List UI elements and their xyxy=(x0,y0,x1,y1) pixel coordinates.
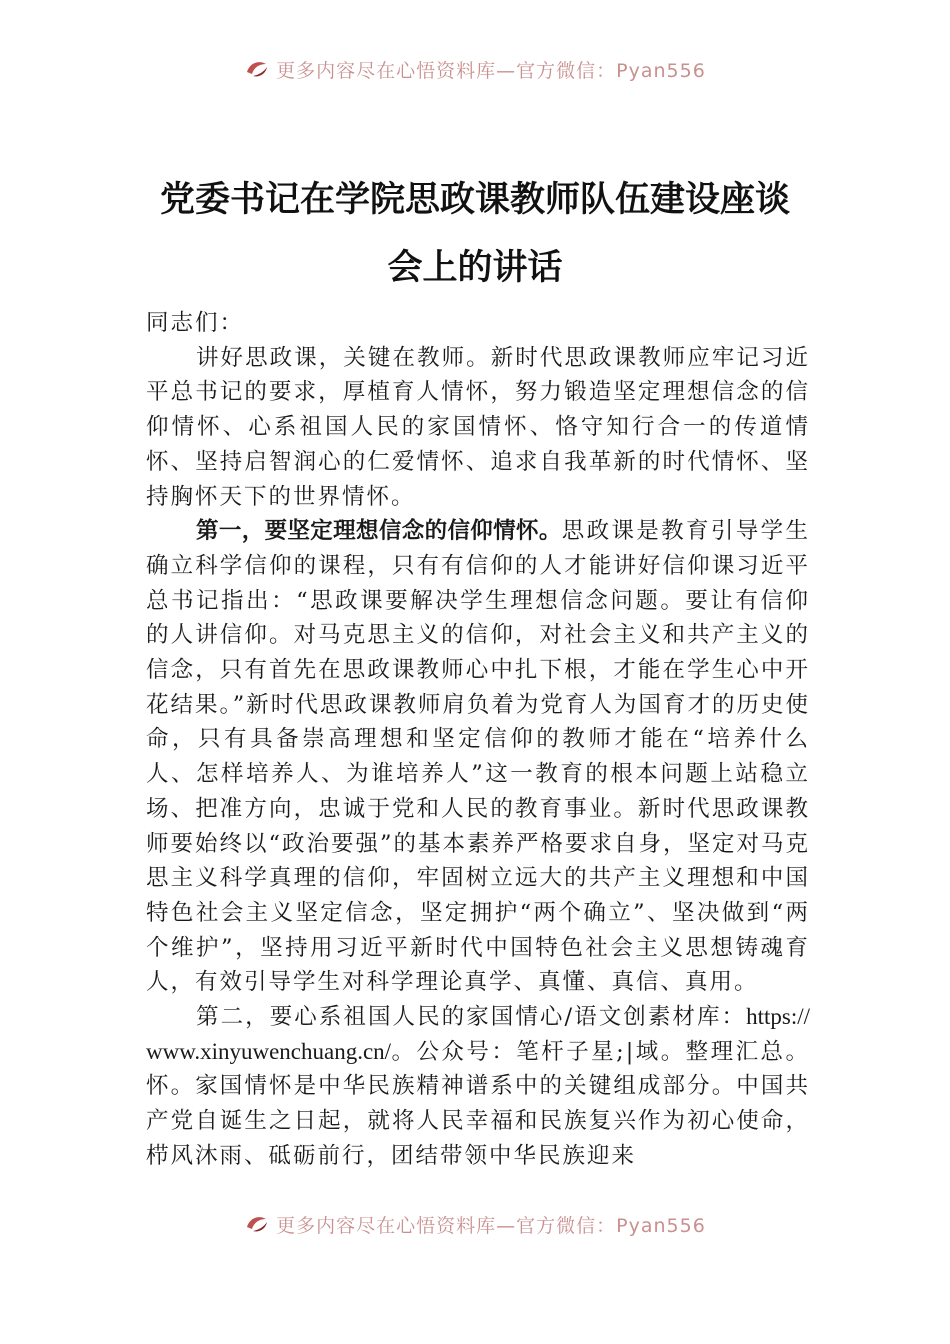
paragraph-text: 思政课是教育引导学生确立科学信仰的课程，只有有信仰的人才能讲好信仰课习近平总书记指出：“思政课要解决学生理想信念问题。要让有信仰的人讲信仰。对马克思主义的信仰，对社会主义和共产主义的信念，只有首先在思政课教师心中扎下根，才能在学生心中开花结果。”新时代思政课教师肩负着为党育人为国育才的历史使命，只有具备崇高理想和坚定信仰的教师才能在“培养什么人、怎样培养人、为谁培养人”这一教育的根本问题上站稳立场、把准方向，忠诚于党和人民的教育事业。新时代思政课教师要始终以“政治要强”的基本素养严格要求自身，坚定对马克思主义科学真理的信仰，牢固树立远大的共产主义理想和中国特色社会主义坚定信念，坚定拥护“两个确立”、坚决做到“两个维护”，坚持用习近平新时代中国特色社会主义思想铸魂育人，有效引导学生对科学理论真学、真懂、真信、真用。 xyxy=(146,518,811,996)
document-title-line-1: 党委书记在学院思政课教师队伍建设座谈 xyxy=(159,179,790,220)
website-link[interactable]: https://www.xinyuwenchuang.cn/ xyxy=(146,1004,810,1064)
paragraph-text: 第二，要心系祖国人民的家国情心/语文创素材库： xyxy=(196,1004,747,1031)
paragraph-first-point xyxy=(146,514,810,1000)
footer-watermark xyxy=(0,1207,950,1241)
paragraph-lead-heading: 第一，要坚定理想信念的信仰情怀。 xyxy=(196,518,562,545)
document-title-line-2: 会上的讲话 xyxy=(387,247,563,288)
greeting: 同志们： xyxy=(146,310,245,336)
ink-logo-icon xyxy=(244,58,270,80)
header-watermark xyxy=(0,52,950,86)
paragraph-second-point xyxy=(146,1000,810,1174)
watermark-text: 更多内容尽在心悟资料库—官方微信：Pyan556 xyxy=(276,1214,706,1237)
document-body xyxy=(146,306,810,1174)
paragraph-intro: 讲好思政课，关键在教师。新时代思政课教师应牢记习近平总书记的要求，厚植育人情怀，努力锻造坚定理想信念的信仰情怀、心系祖国人民的家国情怀、恪守知行合一的传道情怀、坚持启智润心的仁爱情怀、追求自我革新的时代情怀、坚持胸怀天下的世界情怀。 xyxy=(146,344,810,510)
paragraph-text: 。公众号：笔杆子星;|域。整理汇总。怀。家国情怀是中华民族精神谱系中的关键组成部分。中国共产党自诞生之日起，就将人民幸福和民族复兴作为初心使命，栉风沐雨、砥砺前行，团结带领中华民族迎来 xyxy=(146,1038,810,1169)
ink-logo-icon xyxy=(244,1213,270,1235)
watermark-text: 更多内容尽在心悟资料库—官方微信：Pyan556 xyxy=(276,59,706,82)
